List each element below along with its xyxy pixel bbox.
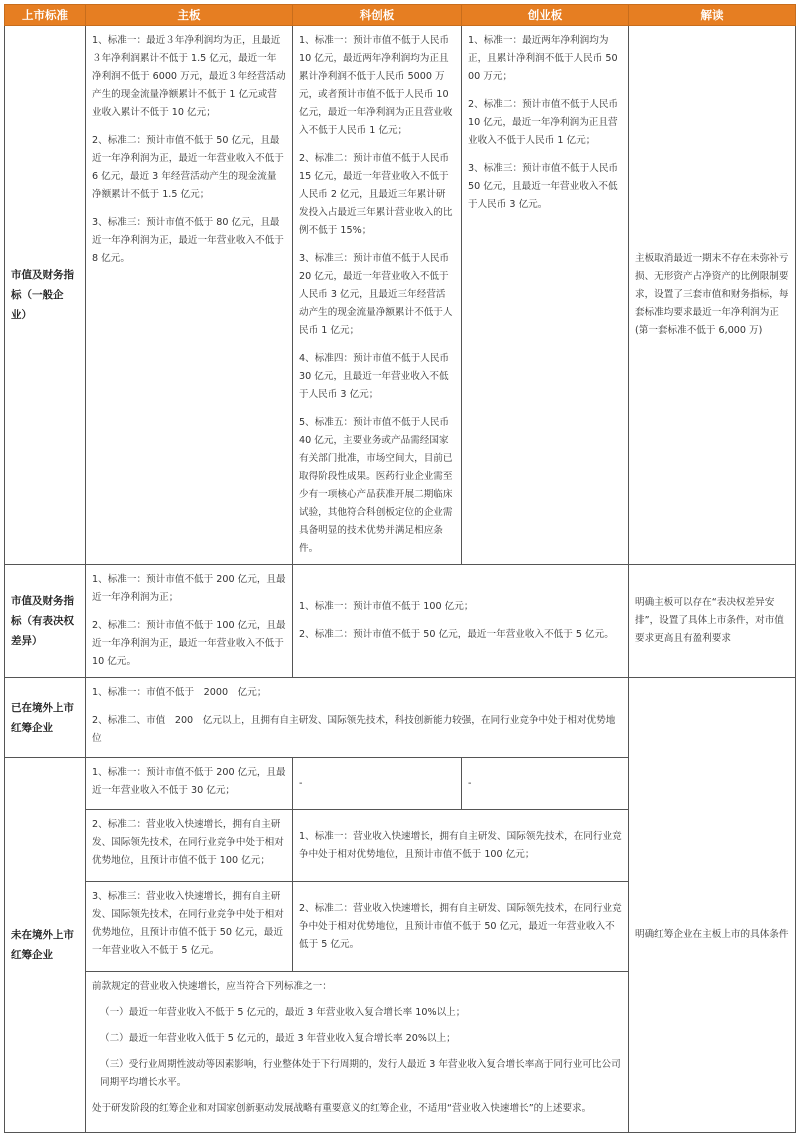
main-board-vie-std3: 3、标准三：营业收入快速增长，拥有自主研发、国际领先技术，在同行业竞争中处于相对优势地位，且预计市值不低于 50 亿元，最近一年营业收入不低于 5 亿元。	[86, 882, 293, 972]
listing-standards-table	[4, 4, 796, 1133]
list-item: 5、标准五：预计市值不低于人民币 40 亿元，主要业务或产品需经国家有关部门批准，市场空间大，目前已取得阶段性成果。医药行业企业需至少有一项核心产品获准开展二期临床试验，其他符合科创板定位的企业需具备明显的技术优势并满足相应条件。	[299, 417, 453, 554]
star-gem-voting-cell	[293, 565, 629, 678]
growth-intro: 前款规定的营业收入快速增长，应当符合下列标准之一：	[92, 981, 332, 992]
section-general-enterprise	[5, 26, 796, 565]
row-label-voting: 市值及财务指标（有表决权差异）	[5, 565, 86, 678]
star-market-general-cell	[293, 26, 462, 565]
star-gem-vie-std1: 1、标准一：营业收入快速增长，拥有自主研发、国际领先技术，在同行业竞争中处于相对优势地位，且预计市值不低于 100 亿元；	[293, 810, 629, 882]
row-label-unlisted: 未在境外上市红筹企业	[5, 758, 86, 1133]
section-voting-rights	[5, 565, 796, 678]
row-label-general: 市值及财务指标（一般企业）	[5, 26, 86, 565]
list-item: 2、标准二：预计市值不低于人民币 15 亿元，最近一年营业收入不低于人民币 2 亿元，且最近三年累计研发投入占最近三年累计营业收入的比例不低于 15%；	[299, 153, 453, 236]
header-gem: 创业板	[462, 5, 629, 26]
interpretation-overseas-blank	[635, 866, 789, 926]
revenue-growth-rules	[86, 972, 629, 1133]
section-overseas-listed-vie	[5, 678, 796, 758]
star-market-vie-std1: -	[293, 758, 462, 810]
list-item: 1、标准一：预计市值不低于 200 亿元，且最近一年净利润为正；	[92, 574, 286, 603]
header-main-board: 主板	[86, 5, 293, 26]
interpretation-vie	[629, 678, 796, 1133]
list-item: 2、标准二：预计市值不低于 100 亿元，且最近一年净利润为正，最近一年营业收入不低于 10 亿元。	[92, 620, 286, 667]
table-header-row	[5, 5, 796, 26]
header-listing-standard: 上市标准	[5, 5, 86, 26]
list-item: 4、标准四：预计市值不低于人民币 30 亿元，且最近一年营业收入不低于人民币 3 亿元；	[299, 353, 450, 400]
overseas-listed-cell	[86, 678, 629, 758]
main-board-voting-cell	[86, 565, 293, 678]
list-item: 3、标准三：预计市值不低于人民币 20 亿元，最近一年营业收入不低于人民币 3 亿元，且最近三年经营活动产生的现金流量净额累计不低于人民币 1 亿元；	[299, 253, 453, 336]
main-board-general-cell	[86, 26, 293, 565]
list-item: 1、标准一：预计市值不低于人民币 10 亿元，最近两年净利润均为正且累计净利润不低于人民币 5000 万元，或者预计市值不低于人民币 10 亿元，最近一年净利润为正且营业收入不低于人民币 1 亿元；	[299, 35, 453, 136]
list-item: 1、标准一：预计市值不低于 100 亿元；	[299, 601, 474, 612]
gem-general-cell	[462, 26, 629, 565]
list-item: 2、标准二：预计市值不低于 50 亿元，最近一年营业收入不低于 5 亿元。	[299, 629, 614, 640]
interpretation-voting: 明确主板可以存在“表决权差异安排”，设置了具体上市条件，对市值要求更高且有盈利要求	[629, 565, 796, 678]
header-star-market: 科创板	[293, 5, 462, 26]
star-gem-vie-std2: 2、标准二：营业收入快速增长，拥有自主研发、国际领先技术，在同行业竞争中处于相对优势地位，且预计市值不低于 50 亿元，最近一年营业收入不低于 5 亿元。	[293, 882, 629, 972]
list-item: 1、标准一：最近３年净利润均为正，且最近３年净利润累计不低于 1.5 亿元，最近一年净利润不低于 6000 万元，最近３年经营活动产生的现金流量净额累计不低于 1 亿元或营业收入累计不低于 10 亿元；	[92, 35, 286, 118]
list-item: 3、标准三：预计市值不低于 80 亿元，且最近一年净利润为正，最近一年营业收入不低于 8 亿元。	[92, 217, 284, 264]
header-interpretation: 解读	[629, 5, 796, 26]
growth-exemption: 处于研发阶段的红筹企业和对国家创新驱动发展战略有重要意义的红筹企业，不适用“营业收入快速增长”的上述要求。	[92, 1103, 592, 1114]
row-label-overseas: 已在境外上市红筹企业	[5, 678, 86, 758]
growth-rule-1: （一）最近一年营业收入不低于 5 亿元的，最近 3 年营业收入复合增长率 10%以上；	[100, 1007, 466, 1018]
main-board-vie-std1: 1、标准一：预计市值不低于 200 亿元，且最近一年营业收入不低于 30 亿元；	[86, 758, 293, 810]
interpretation-general: 主板取消最近一期末不存在未弥补亏损、无形资产占净资产的比例限制要求，设置了三套市值和财务指标，每套标准均要求最近一年净利润为正(第一套标准不低于 6,000 万)	[629, 26, 796, 565]
list-item: 3、标准三：预计市值不低于人民币 50 亿元，且最近一年营业收入不低于人民币 3 亿元。	[468, 163, 619, 210]
interpretation-vie-text: 明确红筹企业在主板上市的具体条件	[635, 929, 789, 940]
growth-rule-3: （三）受行业周期性波动等因素影响，行业整体处于下行周期的，发行人最近 3 年营业收入复合增长率高于同行业可比公司同期平均增长水平。	[100, 1059, 621, 1088]
list-item: 1、标准一：最近两年净利润均为正，且累计净利润不低于人民币 5000 万元；	[468, 35, 618, 82]
list-item: 2、标准二：预计市值不低于人民币 10 亿元，最近一年净利润为正且营业收入不低于人民币 1 亿元；	[468, 99, 619, 146]
gem-vie-std1: -	[462, 758, 629, 810]
list-item: 2、标准二：预计市值不低于 50 亿元，且最近一年净利润为正，最近一年营业收入不低于 6 亿元，最近 3 年经营活动产生的现金流量净额累计不低于 1.5 亿元；	[92, 135, 284, 200]
growth-rule-2: （二）最近一年营业收入低于 5 亿元的，最近 3 年营业收入复合增长率 20%以上；	[100, 1033, 456, 1044]
main-board-vie-std2: 2、标准二：营业收入快速增长，拥有自主研发、国际领先技术，在同行业竞争中处于相对优势地位，且预计市值不低于 100 亿元；	[86, 810, 293, 882]
list-item: 1、标准一：市值不低于 2000 亿元；	[92, 687, 267, 698]
list-item: 2、标准二、市值 200 亿元以上，且拥有自主研发、国际领先技术，科技创新能力较强，在同行业竞争中处于相对优势地位	[92, 715, 616, 744]
